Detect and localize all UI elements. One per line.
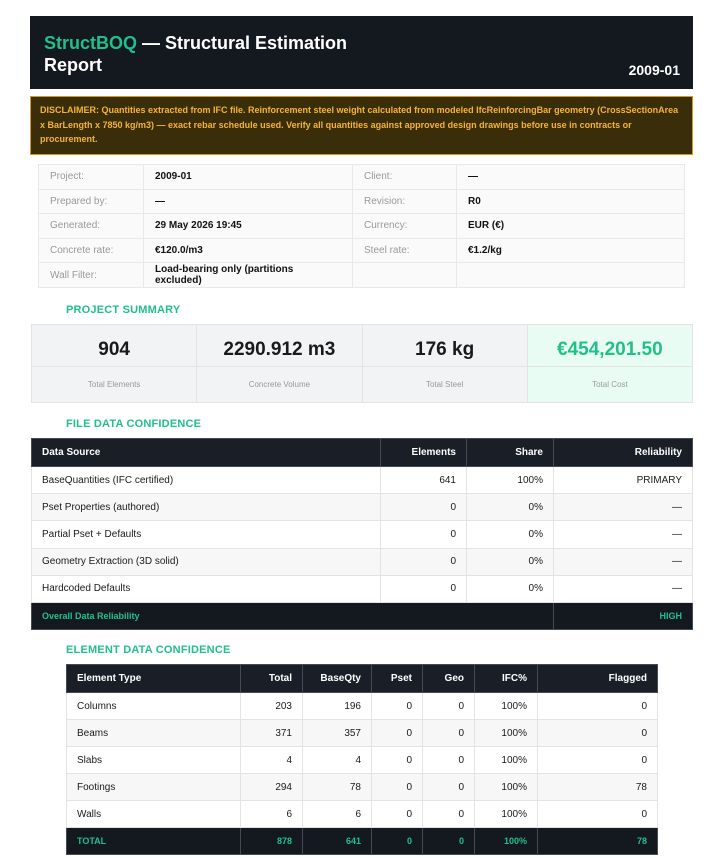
cell-elements: 0 <box>381 521 467 548</box>
cell-share: 0% <box>467 494 554 521</box>
column-header: Geo <box>423 665 475 693</box>
total-flagged: 78 <box>538 828 658 855</box>
cell-baseqty: 6 <box>303 801 372 828</box>
column-header: Elements <box>381 439 467 467</box>
column-header: BaseQty <box>303 665 372 693</box>
file-confidence-heading: FILE DATA CONFIDENCE <box>66 418 202 430</box>
report-title <box>44 32 364 76</box>
cell-flagged: 0 <box>538 693 658 720</box>
overall-reliability-value: HIGH <box>554 602 693 629</box>
cell-pset: 0 <box>372 774 423 801</box>
cell-reliability: — <box>554 494 693 521</box>
summary-value: 176 kg <box>415 339 475 360</box>
cell-source: Geometry Extraction (3D solid) <box>32 548 381 575</box>
cell-elements: 0 <box>381 548 467 575</box>
cell-baseqty: 357 <box>303 720 372 747</box>
info-label: Project: <box>39 165 144 190</box>
summary-label: Total Steel <box>363 366 527 402</box>
info-label <box>353 263 457 288</box>
info-label: Concrete rate: <box>39 238 144 263</box>
column-header: Total <box>241 665 303 693</box>
cell-share: 100% <box>467 467 554 494</box>
summary-label: Concrete Volume <box>197 366 361 402</box>
info-value: 2009-01 <box>144 165 353 190</box>
column-header: Pset <box>372 665 423 693</box>
cell-flagged: 78 <box>538 774 658 801</box>
table-row <box>67 801 658 828</box>
summary-value: 2290.912 m3 <box>223 339 336 360</box>
info-row <box>39 165 685 190</box>
cell-elements: 0 <box>381 575 467 602</box>
summary-label: Total Cost <box>528 366 692 402</box>
cell-ifc: 100% <box>475 720 538 747</box>
cell-flagged: 0 <box>538 747 658 774</box>
cell-reliability: — <box>554 548 693 575</box>
total-baseqty: 641 <box>303 828 372 855</box>
total-label: TOTAL <box>67 828 241 855</box>
cell-share: 0% <box>467 575 554 602</box>
project-code: 2009-01 <box>628 62 680 78</box>
cell-type: Walls <box>67 801 241 828</box>
table-row <box>32 521 693 548</box>
table-row <box>32 467 693 494</box>
info-value: — <box>144 189 353 214</box>
project-summary <box>31 324 693 403</box>
cell-flagged: 0 <box>538 720 658 747</box>
cell-share: 0% <box>467 521 554 548</box>
cell-reliability: — <box>554 575 693 602</box>
summary-card-elements <box>32 325 197 402</box>
info-value: Load-bearing only (partitions excluded) <box>144 263 353 288</box>
report-header <box>30 16 693 89</box>
cell-ifc: 100% <box>475 747 538 774</box>
info-row <box>39 263 685 288</box>
cell-type: Footings <box>67 774 241 801</box>
column-header: Reliability <box>554 439 693 467</box>
info-value: R0 <box>457 189 685 214</box>
info-value: €1.2/kg <box>457 238 685 263</box>
info-label: Client: <box>353 165 457 190</box>
summary-card-steel <box>363 325 528 402</box>
cell-pset: 0 <box>372 693 423 720</box>
total-pset: 0 <box>372 828 423 855</box>
cell-reliability: — <box>554 521 693 548</box>
cell-flagged: 0 <box>538 801 658 828</box>
cell-source: Hardcoded Defaults <box>32 575 381 602</box>
cell-geo: 0 <box>423 801 475 828</box>
info-value <box>457 263 685 288</box>
cell-geo: 0 <box>423 693 475 720</box>
info-label: Generated: <box>39 214 144 239</box>
cell-elements: 641 <box>381 467 467 494</box>
element-confidence-heading: ELEMENT DATA CONFIDENCE <box>66 644 231 656</box>
table-row <box>67 747 658 774</box>
total-geo: 0 <box>423 828 475 855</box>
info-value: EUR (€) <box>457 214 685 239</box>
disclaimer-box: DISCLAIMER: Quantities extracted from IFC file. Reinforcement steel weight calculated from modeled IfcReinforcingBar geometry (CrossSectionArea x BarLength x 7850 kg/m3) — exact rebar schedule used. Verify all quantities against approved design drawings before use in contracts or procurement. <box>30 96 693 155</box>
info-row <box>39 238 685 263</box>
cell-reliability: PRIMARY <box>554 467 693 494</box>
cell-ifc: 100% <box>475 774 538 801</box>
column-header: Share <box>467 439 554 467</box>
file-confidence-table <box>31 438 693 630</box>
table-row <box>32 548 693 575</box>
cell-geo: 0 <box>423 774 475 801</box>
cell-total: 4 <box>241 747 303 774</box>
brand-name: StructBOQ <box>44 33 138 53</box>
table-footer-row <box>67 828 658 855</box>
info-value: 29 May 2026 19:45 <box>144 214 353 239</box>
info-label: Steel rate: <box>353 238 457 263</box>
cell-source: Pset Properties (authored) <box>32 494 381 521</box>
info-label: Revision: <box>353 189 457 214</box>
summary-label: Total Elements <box>32 366 196 402</box>
info-label: Prepared by: <box>39 189 144 214</box>
overall-reliability-label: Overall Data Reliability <box>32 602 554 629</box>
column-header: Flagged <box>538 665 658 693</box>
total-total: 878 <box>241 828 303 855</box>
summary-value: €454,201.50 <box>557 339 663 360</box>
info-value: €120.0/m3 <box>144 238 353 263</box>
project-info-table <box>38 164 685 288</box>
cell-pset: 0 <box>372 720 423 747</box>
report-title-text: — Structural Estimation Report <box>44 33 348 75</box>
column-header: Element Type <box>67 665 241 693</box>
cell-total: 371 <box>241 720 303 747</box>
cell-baseqty: 78 <box>303 774 372 801</box>
table-row <box>67 693 658 720</box>
element-confidence-table <box>66 664 658 855</box>
cell-type: Beams <box>67 720 241 747</box>
column-header: IFC% <box>475 665 538 693</box>
column-header: Data Source <box>32 439 381 467</box>
cell-elements: 0 <box>381 494 467 521</box>
cell-ifc: 100% <box>475 693 538 720</box>
cell-total: 203 <box>241 693 303 720</box>
table-row <box>67 720 658 747</box>
total-ifc: 100% <box>475 828 538 855</box>
info-label: Wall Filter: <box>39 263 144 288</box>
table-header-row <box>67 665 658 693</box>
cell-ifc: 100% <box>475 801 538 828</box>
summary-value: 904 <box>98 339 130 360</box>
cell-geo: 0 <box>423 720 475 747</box>
cell-total: 294 <box>241 774 303 801</box>
cell-share: 0% <box>467 548 554 575</box>
summary-card-concrete <box>197 325 362 402</box>
cell-total: 6 <box>241 801 303 828</box>
info-row <box>39 189 685 214</box>
cell-source: Partial Pset + Defaults <box>32 521 381 548</box>
table-footer-row <box>32 602 693 629</box>
project-summary-heading: PROJECT SUMMARY <box>66 304 181 316</box>
cell-type: Columns <box>67 693 241 720</box>
info-label: Currency: <box>353 214 457 239</box>
cell-pset: 0 <box>372 747 423 774</box>
cell-geo: 0 <box>423 747 475 774</box>
info-row <box>39 214 685 239</box>
table-row <box>67 774 658 801</box>
cell-baseqty: 4 <box>303 747 372 774</box>
table-header-row <box>32 439 693 467</box>
cell-baseqty: 196 <box>303 693 372 720</box>
info-value: — <box>457 165 685 190</box>
cell-source: BaseQuantities (IFC certified) <box>32 467 381 494</box>
cell-pset: 0 <box>372 801 423 828</box>
summary-card-cost <box>528 325 692 402</box>
table-row <box>32 494 693 521</box>
cell-type: Slabs <box>67 747 241 774</box>
table-row <box>32 575 693 602</box>
